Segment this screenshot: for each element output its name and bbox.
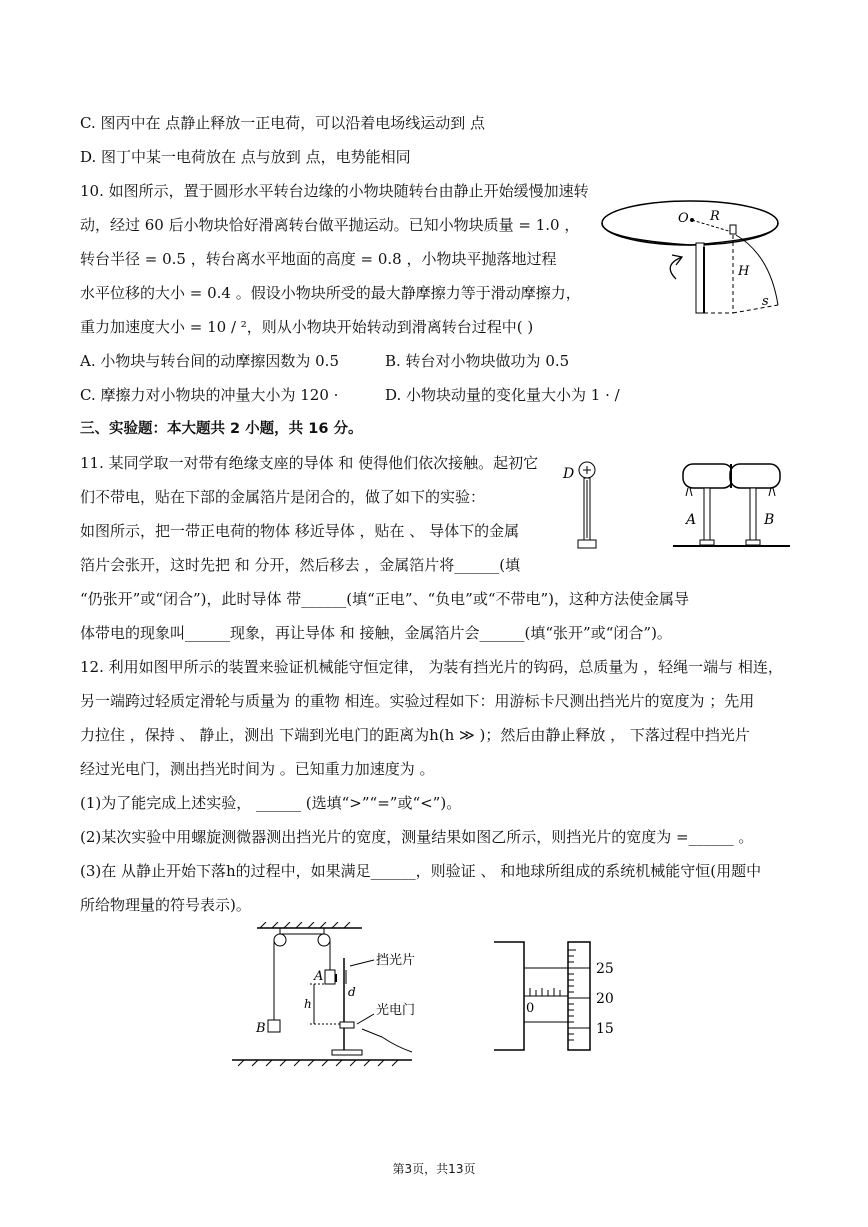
q12-figure-pulley (232, 922, 442, 1072)
q10-option-d: D. 小物块动量的变化量大小为 1 · / (385, 386, 620, 404)
q10-option-c: C. 摩擦力对小物块的冲量大小为 120 · (80, 386, 339, 404)
tick-25: 25 (596, 961, 614, 977)
section-heading: 三、实验题：本大题共 2 小题，共 16 分。 (80, 421, 363, 437)
option-c-prev: C. 图丙中在 点静止释放一正电荷，可以沿着电场线运动到 点 (80, 114, 486, 132)
label-h: H (738, 264, 750, 279)
q10-text: 重力加速度大小 = 10 / ²，则从小物块开始转动到滑离转台过程中( ) (80, 318, 534, 336)
q12-text: 力拉住 ，保持 、 静止，测出 下端到光电门的距离为h(h ≫ )；然后由静止释放 ， 下落过程中挡光片 (80, 726, 750, 744)
q11-text: 们不带电，贴在下部的金属箔片是闭合的，做了如下的实验： (80, 488, 486, 506)
label-gate: 光电门 (376, 1003, 416, 1018)
tick-20: 20 (596, 991, 614, 1007)
q11-text: 箔片会张开，这时先把 和 分开，然后移去 ，金属箔片将______(填 (80, 556, 521, 574)
q11-text: 11. 某同学取一对带有绝缘支座的导体 和 使得他们依次接触。起初它 (80, 454, 539, 472)
label-b: B (764, 512, 775, 528)
q10-text: 10. 如图所示，置于圆形水平转台边缘的小物块随转台由静止开始缓慢加速转 (80, 182, 589, 200)
label-s: s (762, 294, 769, 309)
q12-figure-micrometer (490, 938, 630, 1056)
page-footer: 第3页，共13页 (392, 1162, 476, 1176)
q10-option-b: B. 转台对小物块做功为 0.5 (385, 352, 570, 370)
tick-15: 15 (596, 1021, 614, 1037)
q11-text: 如图所示，把一带正电荷的物体 移近导体 ，贴在 、 导体下的金属 (80, 522, 520, 540)
label-d: d (348, 985, 356, 999)
label-a: A (686, 512, 697, 528)
q12-part1: (1)为了能完成上述实验， ______ (选填“>”“=”或“<”)。 (80, 794, 462, 812)
label-h: h (304, 997, 312, 1011)
q10-text: 动，经过 60 后小物块恰好滑离转台做平抛运动。已知小物块质量 = 1.0 ， (80, 216, 580, 234)
q11-figure-conductors (668, 458, 793, 553)
q12-text: 12. 利用如图甲所示的装置来验证机械能守恒定律， 为装有挡光片的钩码，总质量为 ，轻绳一端与 相连， (80, 658, 783, 676)
label-d: D (563, 466, 575, 482)
q12-text: 另一端跨过轻质定滑轮与质量为 的重物 相连。实验过程如下：用游标卡尺测出挡光片的宽度为 ；先用 (80, 692, 755, 710)
q10-text: 转台半径 = 0.5 ，转台离水平地面的高度 = 0.8 ，小物块平抛落地过程 (80, 250, 557, 268)
q12-part2: (2)某次实验中用螺旋测微器测出挡光片的宽度，测量结果如图乙所示，则挡光片的宽度为 =______ 。 (80, 828, 754, 846)
q11-figure-rod (560, 458, 610, 553)
label-a: A (314, 969, 324, 984)
q11-text: 体带电的现象叫______现象，再让导体 和 接触，金属箔片会______(填“张开”或“闭合”)。 (80, 624, 672, 642)
q10-figure (600, 195, 790, 315)
label-o: O (678, 211, 689, 226)
option-d-prev: D. 图丁中某一电荷放在 点与放到 点，电势能相同 (80, 148, 411, 166)
q12-part3: (3)在 从静止开始下落h的过程中，如果满足______，则验证 、 和地球所组成的系统机械能守恒(用题中 (80, 862, 762, 880)
label-r: R (710, 209, 720, 224)
label-shade: 挡光片 (376, 953, 416, 968)
q12-text: 经过光电门，测出挡光时间为 。已知重力加速度为 。 (80, 760, 435, 778)
q10-text: 水平位移的大小 = 0.4 。假设小物块所受的最大静摩擦力等于滑动摩擦力， (80, 284, 581, 302)
q10-option-a: A. 小物块与转台间的动摩擦因数为 0.5 (80, 352, 339, 370)
tick-0: 0 (526, 1001, 535, 1016)
label-b: B (256, 1021, 266, 1036)
q12-part3: 所给物理量的符号表示)。 (80, 896, 251, 914)
q11-text: “仍张开”或“闭合”)，此时导体 带______(填“正电”、“负电”或“不带电”)，这种方法使金属导 (80, 590, 690, 608)
